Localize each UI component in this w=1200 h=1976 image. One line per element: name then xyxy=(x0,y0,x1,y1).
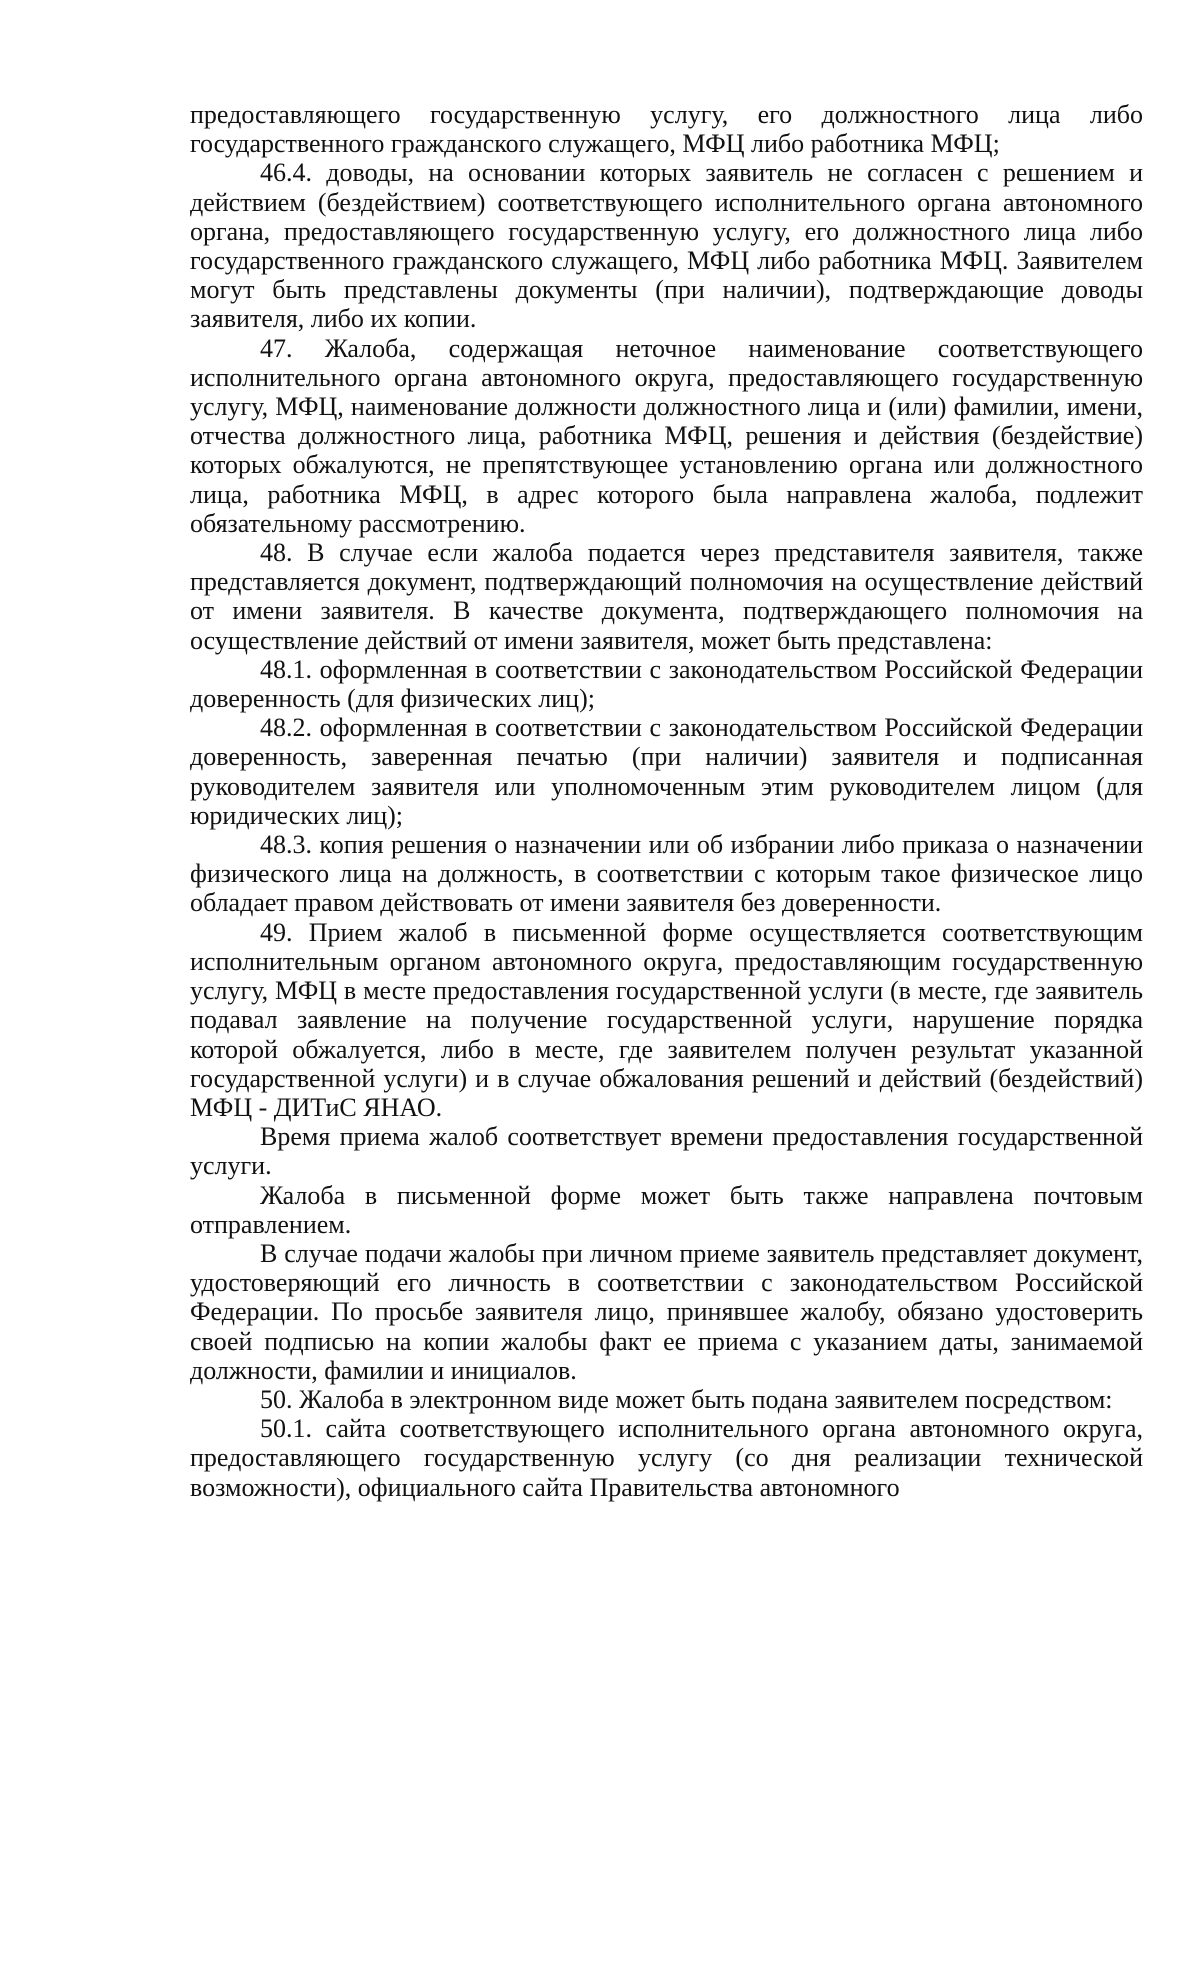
paragraph-postal-submission: Жалоба в письменной форме может быть также направлена почтовым отправлением. xyxy=(190,1180,1143,1239)
paragraph-48: 48. В случае если жалоба подается через представителя заявителя, также представляется документ, подтверждающий полномочия на осуществление действий от имени заявителя. В качестве документа, подтверждающего полномочия на осуществление действий от имени заявителя, может быть представлена: xyxy=(190,538,1143,655)
paragraph-49: 49. Прием жалоб в письменной форме осуществляется соответствующим исполнительным органом автономного округа, предоставляющим государственную услугу, МФЦ в месте предоставления государственной услуги (в месте, где заявитель подавал заявление на получение государственной услуги, нарушение порядка которой обжалуется, либо в месте, где заявителем получен результат указанной государственной услуги) и в случае обжалования решений и действий (бездействий) МФЦ - ДИТиС ЯНАО. xyxy=(190,917,1143,1122)
paragraph-50-1: 50.1. сайта соответствующего исполнительного органа автономного округа, предоставляющего государственную услугу (со дня реализации технической возможности), официального сайта Правительства автономного xyxy=(190,1414,1143,1502)
paragraph-47: 47. Жалоба, содержащая неточное наименование соответствующего исполнительного органа автономного округа, предоставляющего государственную услугу, МФЦ, наименование должности должностного лица и (или) фамилии, имени, отчества должностного лица, работника МФЦ, решения и действия (бездействие) которых обжалуются, не препятствующее установлению органа или должностного лица, работника МФЦ, в адрес которого была направлена жалоба, подлежит обязательному рассмотрению. xyxy=(190,333,1143,538)
paragraph-50: 50. Жалоба в электронном виде может быть подана заявителем посредством: xyxy=(260,1384,1113,1414)
paragraph-48-2: 48.2. оформленная в соответствии с законодательством Российской Федерации доверенность, заверенная печатью (при наличии) заявителя и подписанная руководителем заявителя или уполномоченным этим руководителем лицом (для юридических лиц); xyxy=(190,713,1143,830)
paragraph-48-3: 48.3. копия решения о назначении или об избрании либо приказа о назначении физического лица на должность, в соответствии с которым такое физическое лицо обладает правом действовать от имени заявителя без доверенности. xyxy=(190,830,1143,918)
paragraph-48-1: 48.1. оформленная в соответствии с законодательством Российской Федерации доверенность (для физических лиц); xyxy=(190,654,1143,714)
document-body xyxy=(190,100,1143,1502)
paragraph-personal-reception: В случае подачи жалобы при личном приеме заявитель представляет документ, удостоверяющий его личность в соответствии с законодательством Российской Федерации. По просьбе заявителя лицо, принявшее жалобу, обязано удостоверить своей подписью на копии жалобы факт ее приема с указанием даты, занимаемой должности, фамилии и инициалов. xyxy=(190,1238,1143,1385)
paragraph-continuation: предоставляющего государственную услугу, его должностного лица либо государственного гражданского служащего, МФЦ либо работника МФЦ; xyxy=(190,100,1143,159)
paragraph-reception-time: Время приема жалоб соответствует времени предоставления государственной услуги. xyxy=(190,1122,1143,1181)
paragraph-46-4: 46.4. доводы, на основании которых заявитель не согласен с решением и действием (бездействием) соответствующего исполнительного органа автономного органа, предоставляющего государственную услугу, его должностного лица либо государственного гражданского служащего, МФЦ либо работника МФЦ. Заявителем могут быть представлены документы (при наличии), подтверждающие доводы заявителя, либо их копии. xyxy=(190,158,1143,334)
